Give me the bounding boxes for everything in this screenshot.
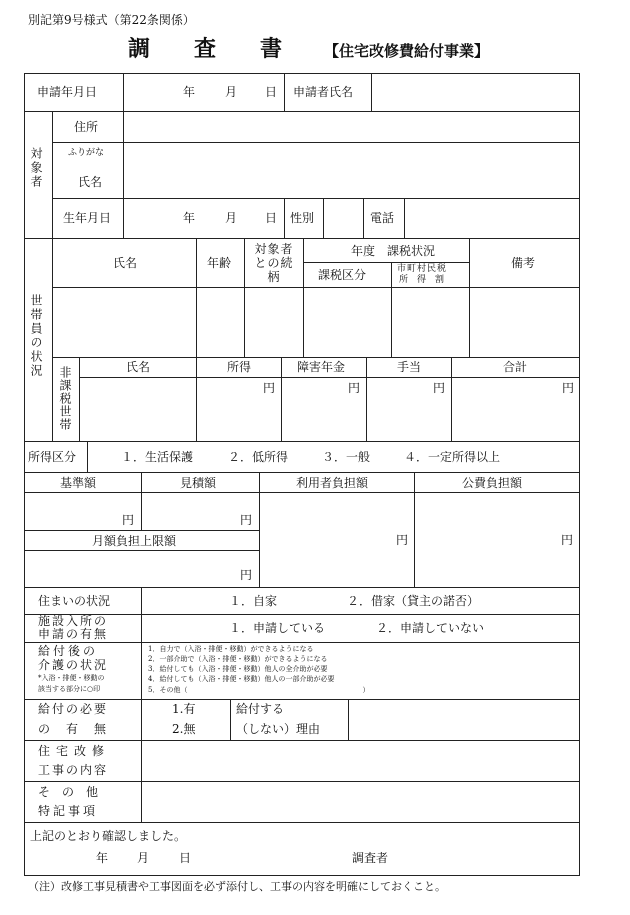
income-levy-header: 所 得 割 bbox=[399, 275, 445, 285]
rule bbox=[24, 530, 259, 531]
household-label: 世帯員の状況 bbox=[29, 294, 43, 378]
care-item-5: 5．その他（ ） bbox=[148, 686, 370, 694]
base-amount-yen: 円 bbox=[122, 513, 135, 527]
phone-label: 電話 bbox=[370, 211, 395, 225]
monthly-limit-header: 月額負担上限額 bbox=[92, 534, 177, 548]
rule bbox=[79, 357, 80, 441]
rule bbox=[348, 699, 349, 740]
income-class-option-2: ２．低所得 bbox=[228, 450, 289, 464]
name-label: 氏名 bbox=[78, 175, 103, 189]
birth-year-label: 年 bbox=[183, 211, 196, 225]
form-subtitle: 【住宅改修費給付事業】 bbox=[324, 42, 490, 60]
confirm-text: 上記のとおり確認しました。 bbox=[30, 829, 187, 843]
facility-label-1: 施設入所の bbox=[38, 614, 109, 628]
rule bbox=[404, 198, 405, 238]
rule bbox=[24, 781, 580, 782]
care-item-2: 2．一部介助で（入浴・排便・移動）ができるようになる bbox=[148, 655, 328, 663]
income-header: 所得 bbox=[227, 360, 252, 374]
rule bbox=[303, 238, 304, 357]
rule bbox=[230, 699, 231, 740]
form-number: 別記第9号様式（第22条関係） bbox=[28, 13, 195, 27]
rule bbox=[79, 377, 580, 378]
rule bbox=[371, 73, 372, 111]
necessity-option-no: 2.無 bbox=[172, 722, 196, 736]
rule bbox=[141, 587, 142, 822]
confirm-month: 月 bbox=[137, 851, 150, 865]
estimate-header: 見積額 bbox=[180, 476, 217, 490]
footnote: （注）改修工事見積書や工事図面を必ず添付し、工事の内容を明確にしておくこと。 bbox=[28, 880, 446, 893]
monthly-limit-yen: 円 bbox=[240, 568, 253, 582]
public-burden-header: 公費負担額 bbox=[462, 476, 523, 490]
furigana-label: ふりがな bbox=[68, 148, 105, 158]
birth-date-label: 生年月日 bbox=[63, 211, 112, 225]
confirm-day: 日 bbox=[179, 851, 192, 865]
estimate-yen: 円 bbox=[240, 513, 253, 527]
address-label: 住所 bbox=[74, 120, 99, 134]
rule bbox=[24, 472, 580, 473]
base-amount-header: 基準額 bbox=[60, 476, 97, 490]
pension-yen: 円 bbox=[348, 381, 361, 395]
facility-label-2: 申請の有無 bbox=[38, 627, 109, 641]
total-yen: 円 bbox=[562, 381, 575, 395]
rule bbox=[123, 111, 124, 238]
user-burden-header: 利用者負担額 bbox=[296, 476, 369, 490]
rule bbox=[87, 441, 88, 472]
rule bbox=[281, 357, 282, 441]
household-name-header: 氏名 bbox=[113, 256, 138, 270]
rule bbox=[141, 472, 142, 530]
rule bbox=[52, 198, 580, 199]
housing-option-2: ２．借家（貸主の諾否） bbox=[347, 594, 480, 608]
age-header: 年齢 bbox=[207, 256, 232, 270]
tax-status-header: 年度 課税状況 bbox=[351, 244, 436, 258]
care-note-2: 該当する部分に○印 bbox=[38, 685, 101, 693]
rule bbox=[24, 550, 259, 551]
gender-label: 性別 bbox=[290, 211, 315, 225]
facility-option-2: ２．申請していない bbox=[376, 621, 485, 635]
subject-label: 対象者 bbox=[29, 147, 43, 189]
rule bbox=[451, 357, 452, 441]
tax-class-header: 課税区分 bbox=[318, 268, 367, 282]
rule bbox=[24, 699, 580, 700]
reason-label-2: （しない）理由 bbox=[236, 722, 321, 736]
rule bbox=[24, 73, 580, 74]
rule bbox=[469, 238, 470, 357]
care-label-2: 介護の状況 bbox=[38, 658, 109, 672]
rule bbox=[579, 73, 580, 876]
allowance-header: 手当 bbox=[397, 360, 422, 374]
care-note-1: *入浴・排便・移動の bbox=[38, 674, 105, 682]
construction-label-1: 住宅改修 bbox=[38, 744, 111, 758]
necessity-label-2: の 有 無 bbox=[38, 722, 109, 736]
user-burden-yen: 円 bbox=[396, 533, 409, 547]
rule bbox=[196, 357, 197, 441]
rule bbox=[196, 238, 197, 357]
year-label: 年 bbox=[183, 85, 196, 99]
rule bbox=[52, 111, 53, 238]
care-item-1: 1．自力で（入浴・排便・移動）ができるようになる bbox=[148, 645, 314, 653]
rule bbox=[363, 198, 364, 238]
care-label-1: 給付後の bbox=[38, 644, 99, 658]
rule bbox=[24, 740, 580, 741]
housing-label: 住まいの状況 bbox=[38, 594, 111, 608]
month-label: 月 bbox=[225, 85, 238, 99]
total-header: 合計 bbox=[503, 360, 528, 374]
other-label-2: 特記事項 bbox=[38, 804, 99, 818]
rule bbox=[52, 357, 580, 358]
rule bbox=[24, 111, 580, 112]
housing-option-1: １．自家 bbox=[229, 594, 278, 608]
rule bbox=[24, 822, 580, 823]
rule bbox=[259, 472, 260, 587]
investigator-label: 調査者 bbox=[352, 851, 389, 865]
relation-header: 対象者との続柄 bbox=[254, 242, 294, 284]
reason-label-1: 給付する bbox=[236, 702, 285, 716]
rule bbox=[323, 198, 324, 238]
rule bbox=[366, 357, 367, 441]
public-burden-yen: 円 bbox=[561, 533, 574, 547]
necessity-option-yes: 1.有 bbox=[172, 702, 196, 716]
rule bbox=[52, 287, 580, 288]
income-class-option-4: ４．一定所得以上 bbox=[404, 450, 501, 464]
nontax-name-header: 氏名 bbox=[126, 360, 151, 374]
care-item-4: 4．給付しても（入浴・排便・移動）他人の一部介助が必要 bbox=[148, 675, 335, 683]
application-date-label: 申請年月日 bbox=[37, 85, 98, 99]
rule bbox=[123, 73, 124, 111]
allowance-yen: 円 bbox=[433, 381, 446, 395]
applicant-name-label: 申請者氏名 bbox=[293, 85, 354, 99]
confirm-year: 年 bbox=[96, 851, 109, 865]
birth-month-label: 月 bbox=[225, 211, 238, 225]
rule bbox=[24, 875, 580, 876]
income-class-label: 所得区分 bbox=[28, 450, 77, 464]
income-class-option-1: １．生活保護 bbox=[121, 450, 194, 464]
rule bbox=[391, 262, 392, 357]
notes-header: 備考 bbox=[511, 256, 536, 270]
care-item-3: 3．給付しても（入浴・排便・移動）他人の全介助が必要 bbox=[148, 665, 328, 673]
rule bbox=[303, 262, 469, 263]
rule bbox=[24, 492, 580, 493]
municipal-tax-header: 市町村民税 bbox=[397, 264, 448, 274]
rule bbox=[52, 238, 53, 441]
rule bbox=[24, 73, 25, 876]
rule bbox=[284, 73, 285, 111]
day-label: 日 bbox=[265, 85, 278, 99]
other-label-1: そ の 他 bbox=[38, 785, 99, 799]
rule bbox=[24, 587, 580, 588]
form-title: 調 査 書 bbox=[128, 36, 283, 62]
rule bbox=[284, 198, 285, 238]
rule bbox=[52, 142, 580, 143]
rule bbox=[244, 238, 245, 357]
rule bbox=[24, 441, 580, 442]
rule bbox=[414, 472, 415, 587]
necessity-label-1: 給付の必要 bbox=[38, 702, 109, 716]
income-class-option-3: ３．一般 bbox=[322, 450, 371, 464]
disability-pension-header: 障害年金 bbox=[297, 360, 346, 374]
birth-day-label: 日 bbox=[265, 211, 278, 225]
nontax-household-label: 非課税世帯 bbox=[58, 366, 72, 431]
construction-label-2: 工事の内容 bbox=[38, 763, 109, 777]
facility-option-1: １．申請している bbox=[229, 621, 326, 635]
income-yen: 円 bbox=[263, 381, 276, 395]
rule bbox=[24, 238, 580, 239]
rule bbox=[24, 642, 580, 643]
